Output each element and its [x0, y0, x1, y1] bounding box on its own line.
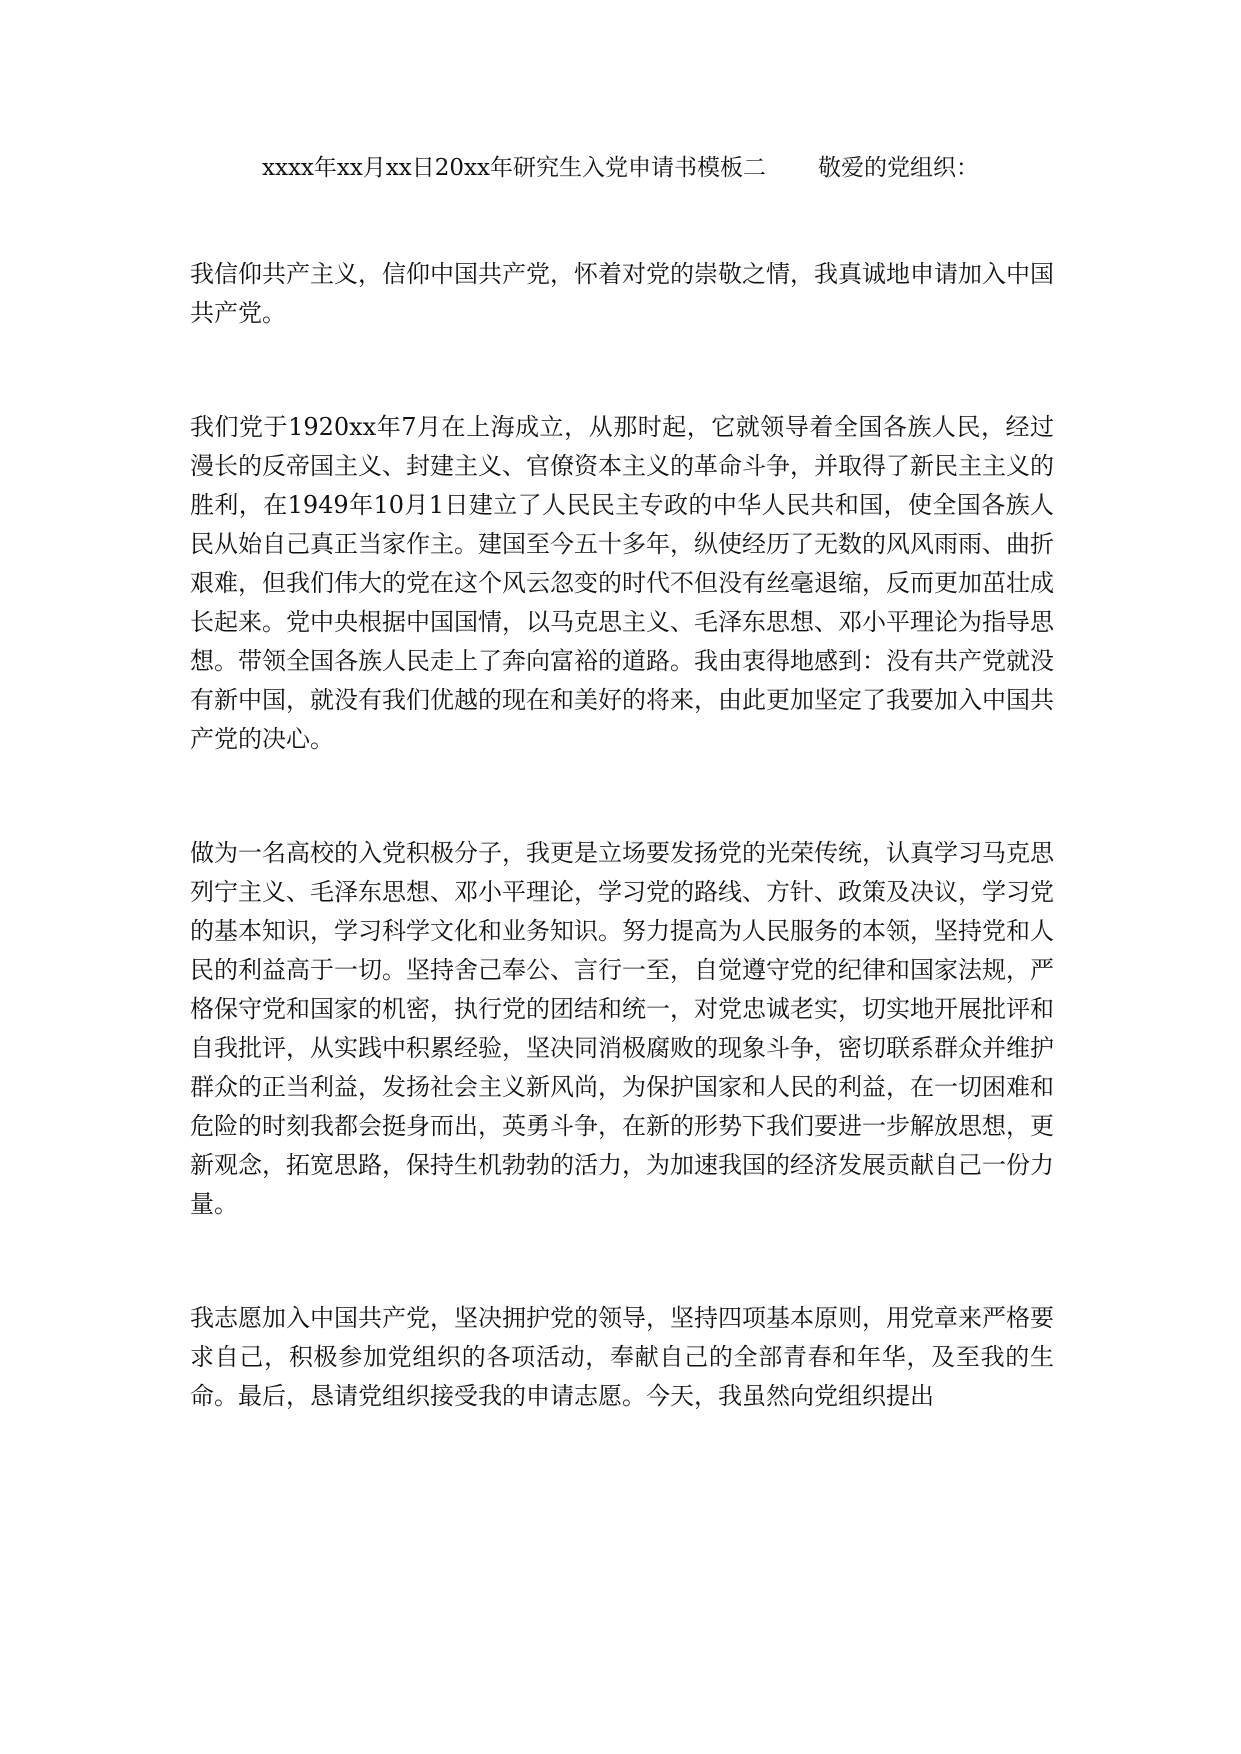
document-title: xxxx年xx月xx日20xx年研究生入党申请书模板二 [262, 155, 766, 181]
paragraph-2: 我们党于1920xx年7月在上海成立，从那时起，它就领导着全国各族人民，经过漫长的反帝国主义、封建主义、官僚资本主义的革命斗争，并取得了新民主主义的胜利，在1949年10月1日建立了人民民主专政的中华人民共和国，使全国各族人民从始自己真正当家作主。建国至今五十多年，纵使经历了无数的风风雨雨、曲折艰难，但我们伟大的党在这个风云忽变的时代不但没有丝毫退缩，反而更加茁壮成长起来。党中央根据中国国情，以马克思主义、毛泽东思想、邓小平理论为指导思想。带领全国各族人民走上了奔向富裕的道路。我由衷得地感到：没有共产党就没有新中国，就没有我们优越的现在和美好的将来，由此更加坚定了我要加入中国共产党的决心。 [190, 413, 1054, 753]
document-heading [0, 150, 1241, 186]
document-body [190, 255, 1054, 1416]
paragraph-3: 做为一名高校的入党积极分子，我更是立场要发扬党的光荣传统，认真学习马克思列宁主义、毛泽东思想、邓小平理论，学习党的路线、方针、政策及决议，学习党的基本知识，学习科学文化和业务知识。努力提高为人民服务的本领，坚持党和人民的利益高于一切。坚持舍己奉公、言行一至，自觉遵守党的纪律和国家法规，严格保守党和国家的机密，执行党的团结和统一，对党忠诚老实，切实地开展批评和自我批评，从实践中积累经验，坚决同消极腐败的现象斗争，密切联系群众并维护群众的正当利益，发扬社会主义新风尚，为保护国家和人民的利益，在一切困难和危险的时刻我都会挺身而出，英勇斗争，在新的形势下我们要进一步解放思想，更新观念，拓宽思路，保持生机勃勃的活力，为加速我国的经济发展贡献自己一份力量。 [190, 839, 1054, 1218]
paragraph-4: 我志愿加入中国共产党，坚决拥护党的领导，坚持四项基本原则，用党章来严格要求自己，积极参加党组织的各项活动，奉献自己的全部青春和年华，及至我的生命。最后，恳请党组织接受我的申请志愿。今天，我虽然向党组织提出 [190, 1304, 1054, 1410]
paragraph-1: 我信仰共产主义，信仰中国共产党，怀着对党的崇敬之情，我真诚地申请加入中国共产党。 [190, 260, 1054, 327]
salutation: 敬爱的党组织： [817, 155, 979, 181]
